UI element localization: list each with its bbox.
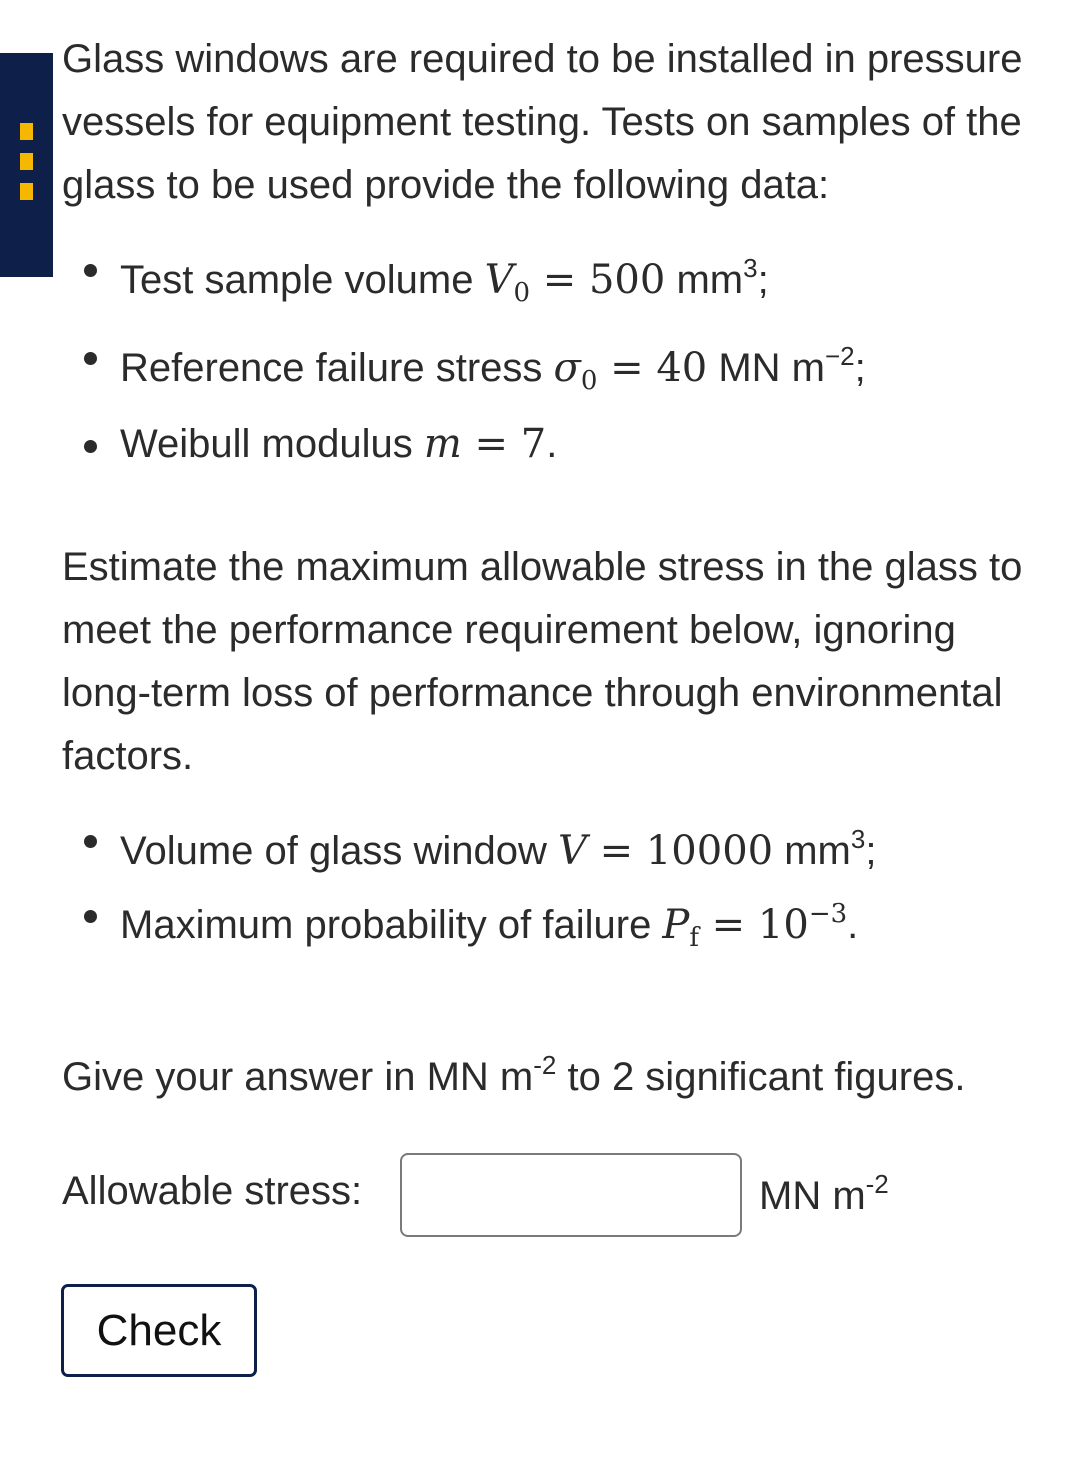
requirement-label: Volume of glass window: [120, 829, 559, 873]
given-data-list: [62, 237, 1042, 476]
check-button[interactable]: Check: [61, 1284, 257, 1377]
answer-label: Allowable stress:: [62, 1169, 363, 1213]
punctuation: ;: [865, 829, 877, 873]
math-symbol: P: [662, 902, 690, 948]
given-label: Test sample volume: [120, 258, 485, 302]
answer-unit: [759, 1169, 889, 1219]
punctuation: ;: [854, 346, 866, 390]
requirement-label: Maximum probability of failure: [120, 903, 663, 947]
math-value: 500: [588, 257, 666, 303]
math-subscript: 0: [513, 278, 531, 308]
list-item: [84, 808, 1042, 883]
given-label: Weibull modulus: [120, 422, 424, 466]
math-symbol: m: [423, 421, 462, 467]
intro-text: Glass windows are required to be installed in pressure vessels for equipment testing. Tests on samples of the glass to be used provide the following data:: [62, 37, 1023, 207]
unit-text: MN m: [718, 346, 825, 390]
unit-text: mm: [676, 258, 744, 302]
unit-superscript: 3: [743, 253, 758, 283]
list-item: [84, 413, 1042, 476]
unit-text: mm: [784, 829, 851, 873]
list-item: [84, 883, 1042, 970]
answer-instructions: [62, 1034, 1042, 1109]
punctuation: ;: [757, 258, 769, 302]
question-content: [62, 28, 1042, 1243]
math-value: 7: [520, 421, 547, 467]
unit-superscript: -2: [533, 1050, 557, 1080]
answer-row: [62, 1153, 1042, 1243]
math-symbol: σ: [553, 345, 581, 391]
math-value: 40: [656, 345, 708, 391]
given-label: Reference failure stress: [120, 346, 554, 390]
math-symbol: V: [558, 828, 587, 874]
menu-square-icon: [20, 183, 33, 200]
math-expression: $P_f = 10^{-3}$: [662, 899, 848, 953]
side-panel-tab[interactable]: [0, 53, 53, 277]
punctuation: .: [847, 903, 859, 947]
math-expression: m = 7: [423, 421, 547, 467]
list-item: [84, 237, 1042, 325]
punctuation: .: [546, 422, 558, 466]
math-superscript: −3: [808, 899, 848, 929]
math-symbol: V: [484, 257, 514, 303]
math-subscript: f: [689, 923, 699, 953]
menu-square-icon: [20, 153, 33, 170]
instruction-text: to 2 significant figures.: [556, 1055, 966, 1099]
unit-text: MN m: [759, 1174, 866, 1218]
math-expression: V = 10000: [558, 828, 774, 874]
math-expression: $V_0 = 500$: [484, 257, 666, 308]
task-text: Estimate the maximum allowable stress in the glass to meet the performance requirement below, ignoring long-term loss of performance through environmental factors.: [62, 545, 1023, 778]
requirements-list: [62, 808, 1042, 970]
list-item: [84, 325, 1042, 413]
math-value: 10000: [645, 828, 774, 874]
unit-superscript: -2: [865, 1169, 889, 1199]
allowable-stress-input[interactable]: [400, 1153, 742, 1237]
unit-superscript: 3: [850, 824, 866, 854]
unit-superscript: −2: [825, 341, 855, 371]
math-subscript: 0: [580, 366, 598, 396]
math-value: 10: [757, 902, 809, 948]
instruction-text: Give your answer in MN m: [62, 1055, 534, 1099]
math-expression: $\sigma_0 = 40$: [553, 345, 708, 396]
menu-square-icon: [20, 123, 33, 140]
